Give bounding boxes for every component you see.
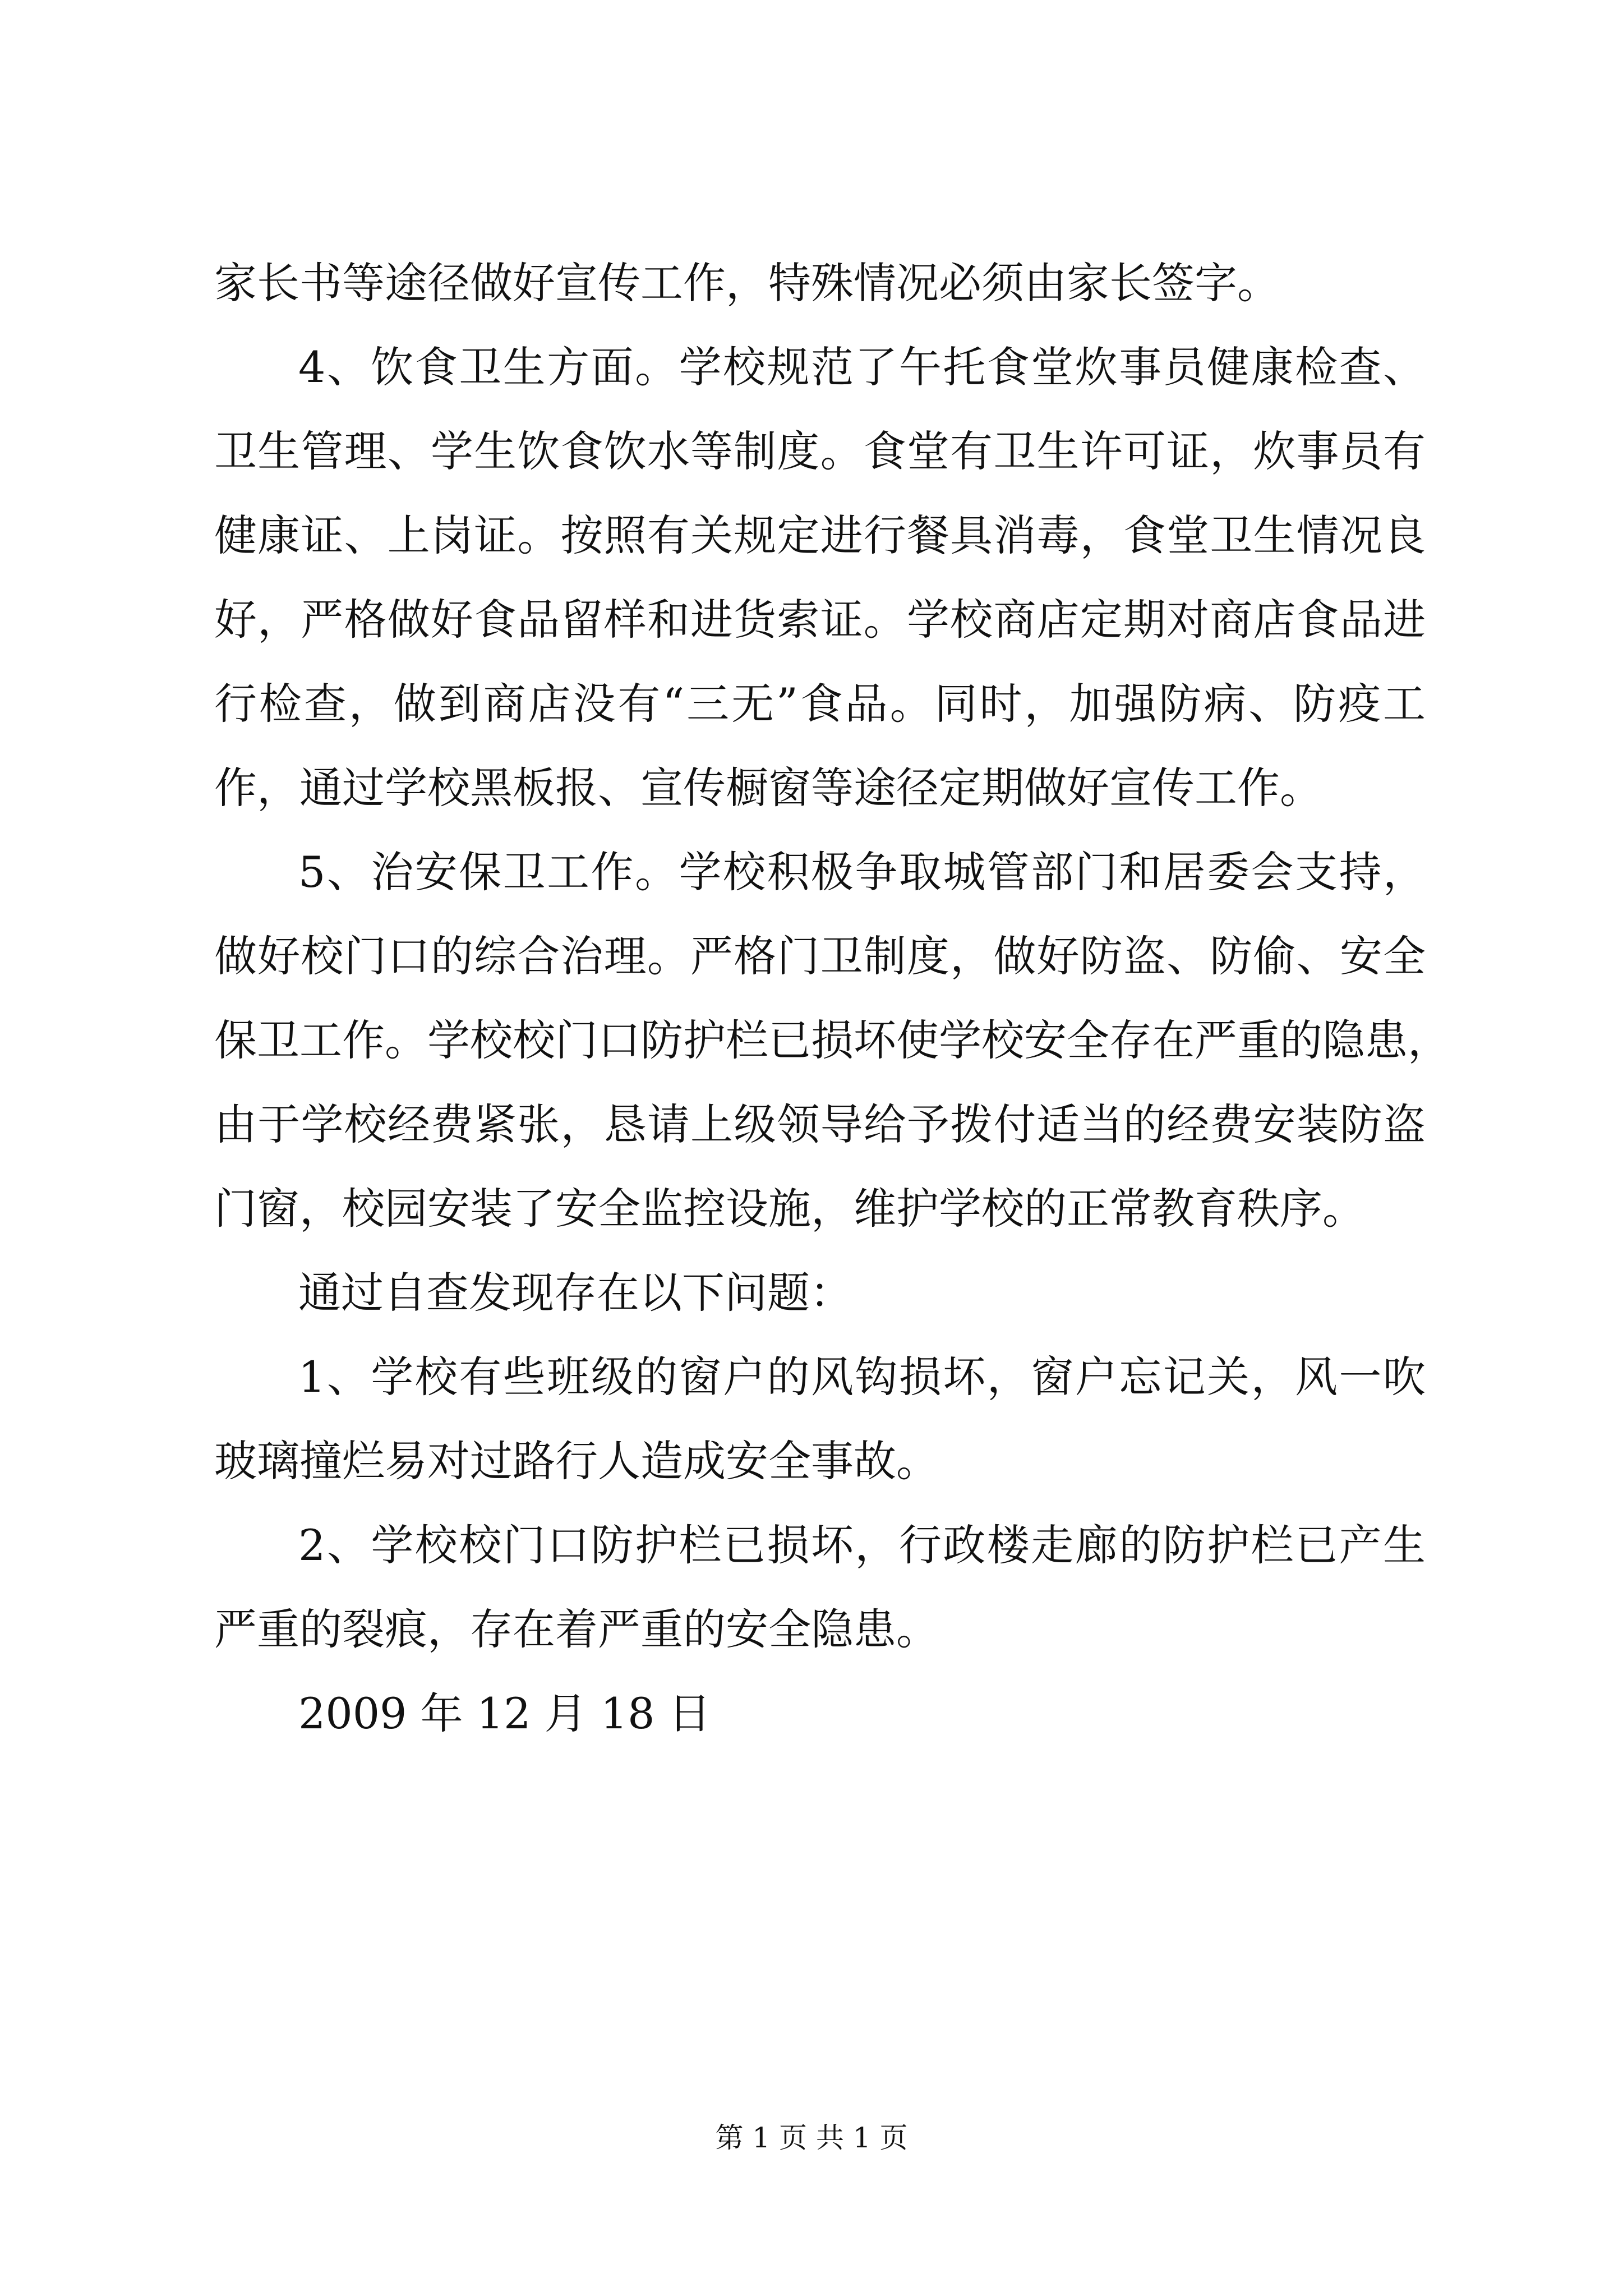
text-line: 卫生管理、学生饮食饮水等制度。食堂有卫生许可证，炊事员有 (214, 426, 1426, 476)
text-line: 通过自查发现存在以下问题： (298, 1268, 852, 1318)
text-line: 由于学校经费紧张，恳请上级领导给予拨付适当的经费安装防盗 (214, 1099, 1426, 1149)
text-line: 做好校门口的综合治理。严格门卫制度，做好防盗、防偷、安全 (214, 931, 1426, 981)
text-line: 保卫工作。学校校门口防护栏已损坏使学校安全存在严重的隐患， (214, 1015, 1450, 1065)
text-line: 5、治安保卫工作。学校积极争取城管部门和居委会支持， (298, 847, 1426, 897)
text-line: 家长书等途径做好宣传工作，特殊情况必须由家长签字。 (214, 258, 1280, 308)
text-line: 1、学校有些班级的窗户的风钩损坏，窗户忘记关，风一吹 (298, 1352, 1426, 1402)
date-line: 2009 年 12 月 18 日 (298, 1688, 711, 1738)
text-line: 2、学校校门口防护栏已损坏，行政楼走廊的防护栏已产生 (298, 1520, 1426, 1570)
text-line: 健康证、上岗证。按照有关规定进行餐具消毒，食堂卫生情况良 (214, 510, 1426, 560)
text-line: 作，通过学校黑板报、宣传橱窗等途径定期做好宣传工作。 (214, 763, 1322, 813)
text-line: 好，严格做好食品留样和进货索证。学校商店定期对商店食品进 (214, 595, 1426, 645)
page-footer: 第 1 页 共 1 页 (715, 2122, 908, 2154)
text-line: 门窗，校园安装了安全监控设施，维护学校的正常教育秩序。 (214, 1184, 1365, 1234)
text-line: 行检查，做到商店没有“三无”食品。同时，加强防病、防疫工 (214, 679, 1426, 729)
text-line: 严重的裂痕，存在着严重的安全隐患。 (214, 1604, 939, 1654)
text-line: 4、饮食卫生方面。学校规范了午托食堂炊事员健康检查、 (298, 342, 1426, 392)
text-line: 玻璃撞烂易对过路行人造成安全事故。 (214, 1436, 939, 1486)
